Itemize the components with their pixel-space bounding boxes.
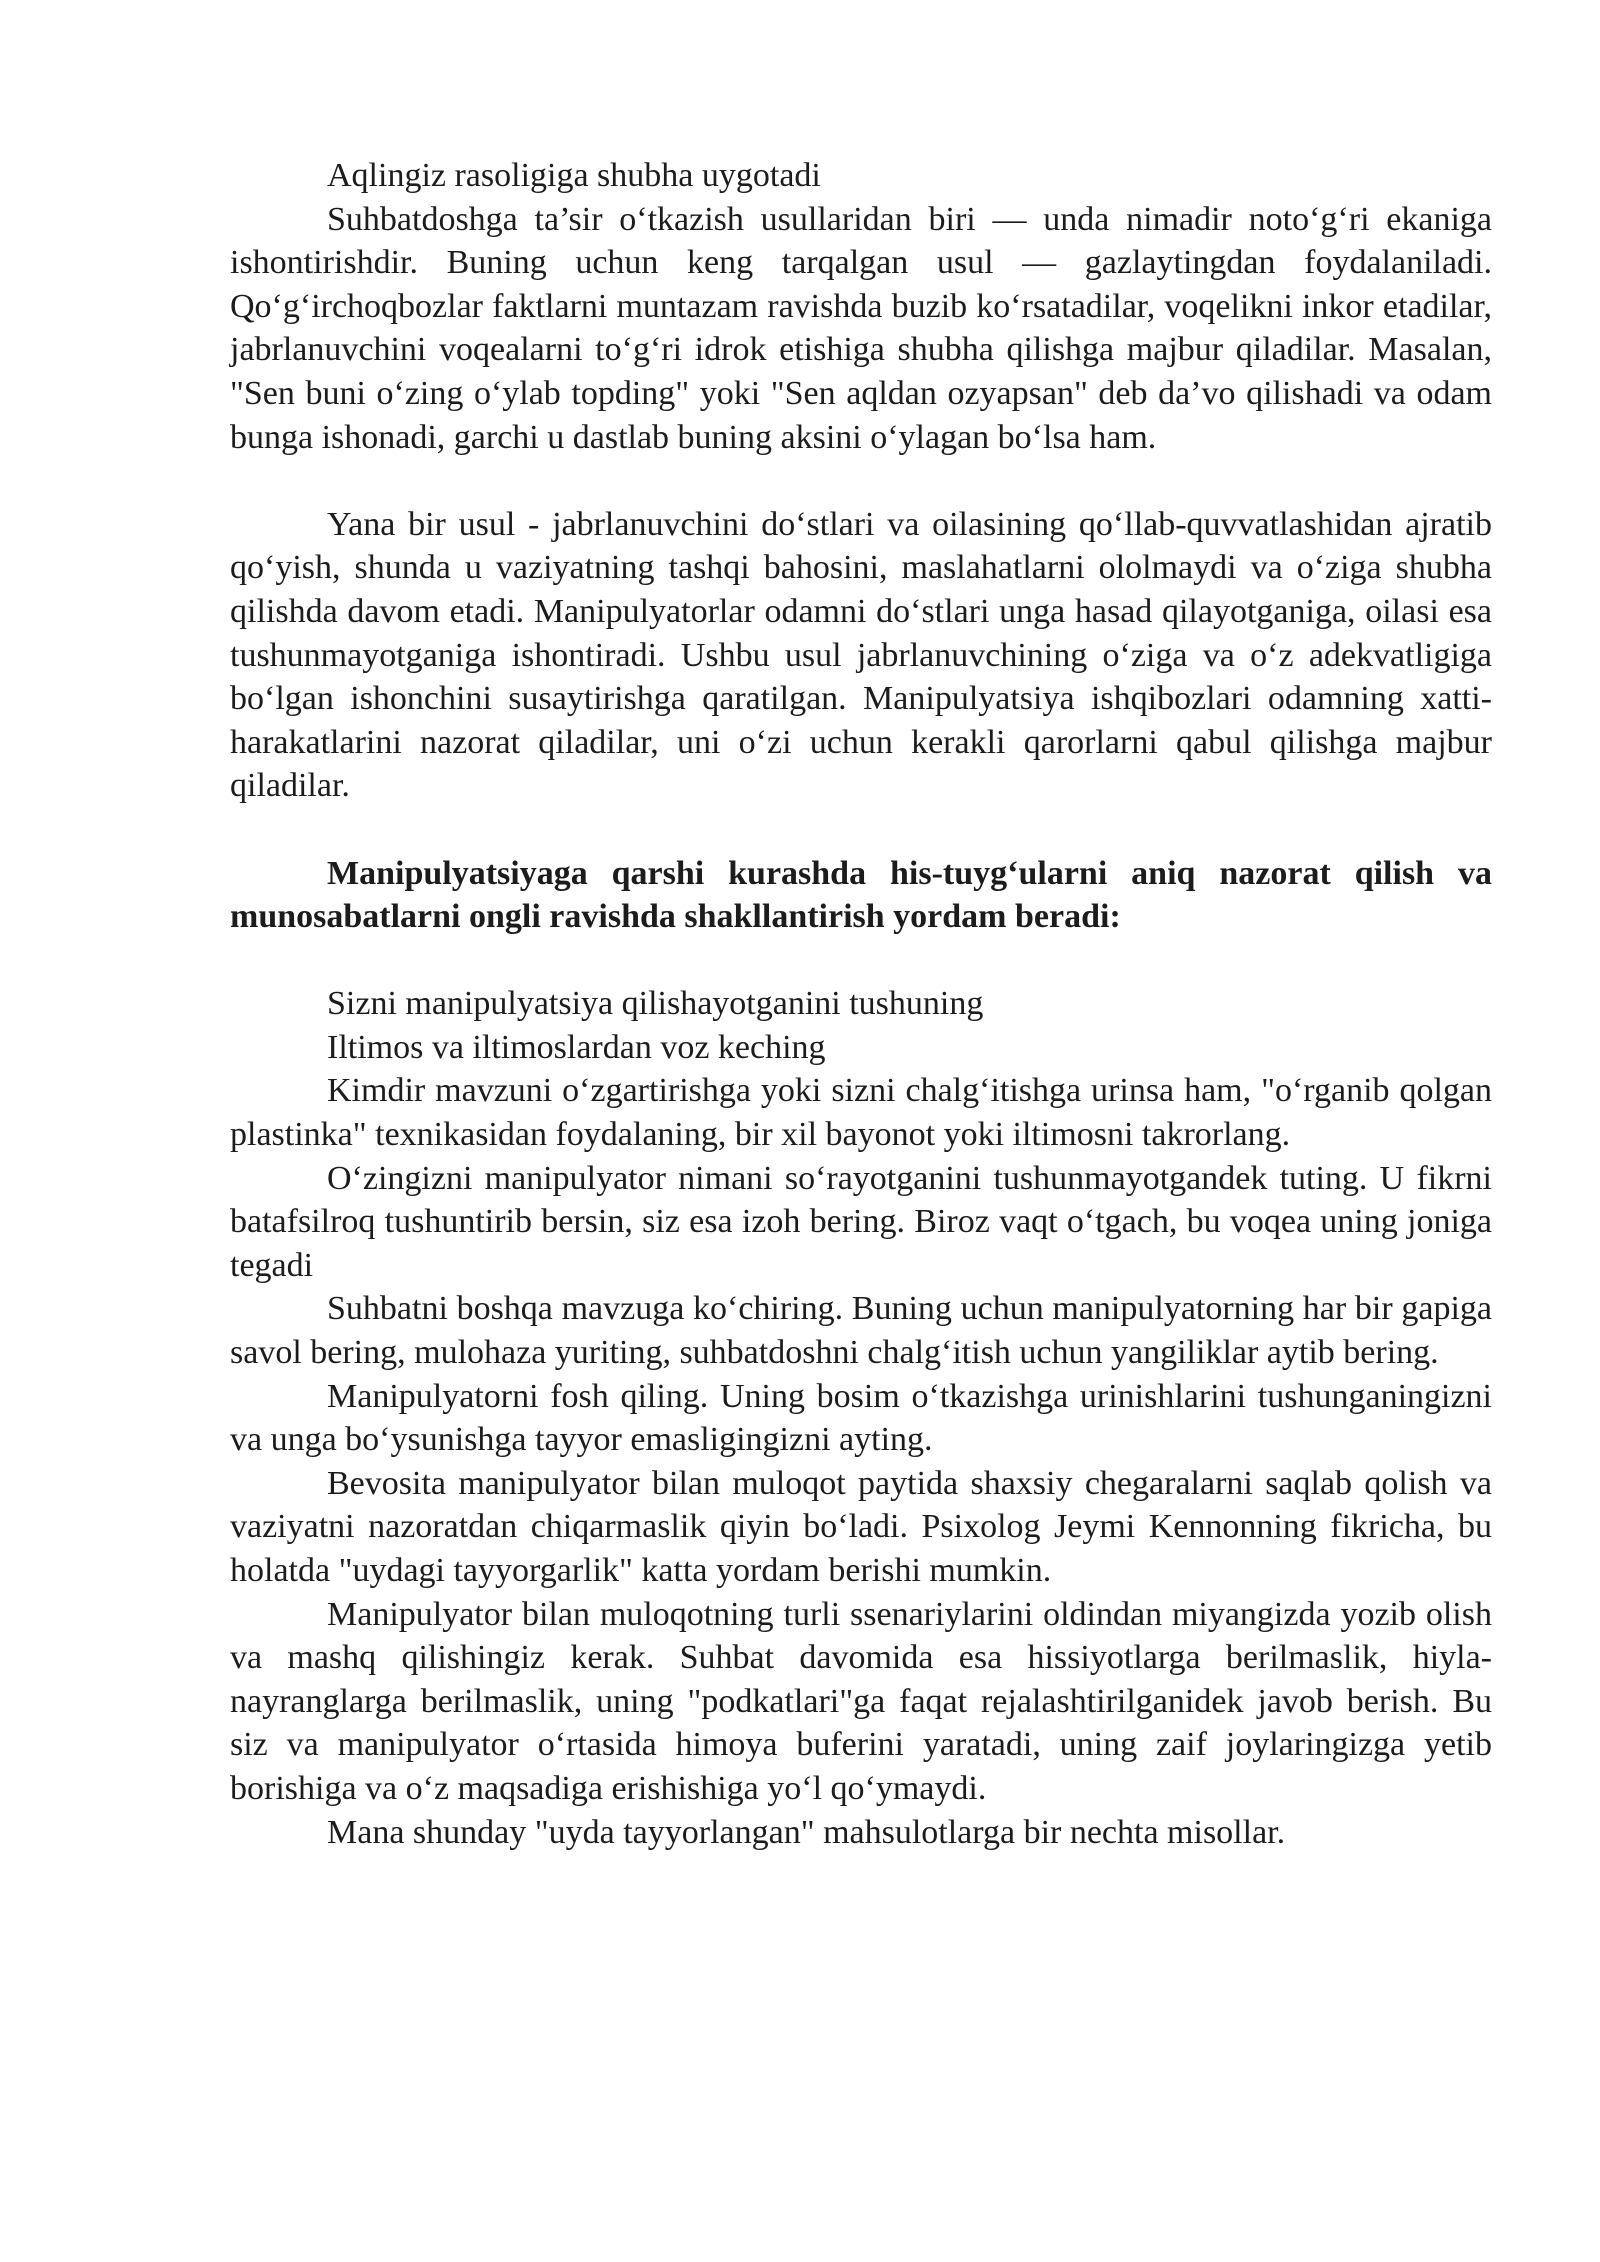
paragraph-examples-intro: Mana shunday "uyda tayyorlangan" mahsulotlarga bir nechta misollar. (327, 1813, 1286, 1851)
paragraph-rehearsal: Manipulyator bilan muloqotning turli ssenariylarini oldindan miyangizda yozib olish va mashq qilishingiz kerak. Suhbat davomida esa hissiyotlarga berilmaslik, hiyla-nayranglarga berilmaslik, uning "podkatlari"ga faqat rejalashtirilganidek javob berish. Bu siz va manipulyator o‘rtasida himoya buferini yaratadi, uning zaif joylaringizga yetib borishiga va o‘z maqsadiga erishishiga yo‘l qo‘ymaydi. (230, 1595, 1492, 1807)
paragraph-spacer (230, 939, 1492, 983)
section-heading-line: Aqlingiz rasoligiga shubha uygotadi (327, 157, 821, 194)
tip-item: Manipulyatorni fosh qiling. Uning bosim o‘tkazishga urinishlarini tushunganingizni va unga bo‘ysunishga tayyor emasligingizni ayting. (230, 1377, 1492, 1459)
paragraph-spacer (230, 808, 1492, 852)
paragraph-gaslighting: Suhbatdoshga ta’sir o‘tkazish usullaridan biri — unda nimadir noto‘g‘ri ekaniga ishontirishdir. Buning uchun keng tarqalgan usul — gazlaytingdan foydalaniladi. Qo‘g‘irchoqbozlar faktlarni muntazam ravishda buzib ko‘rsatadilar, voqelikni inkor etadilar, jabrlanuvchini voqealarni to‘g‘ri idrok etishiga shubha qilishga majbur qiladilar. Masalan, "Sen buni o‘zing o‘ylab topding" yoki "Sen aqldan ozyapsan" deb da’vo qilishadi va odam bunga ishonadi, garchi u dastlab buning aksini o‘ylagan bo‘lsa ham. (230, 200, 1492, 456)
tip-item: Suhbatni boshqa mavzuga ko‘chiring. Buning uchun manipulyatorning har bir gapiga savol bering, mulohaza yuriting, suhbatdoshni chalg‘itish uchun yangiliklar aytib bering. (230, 1290, 1492, 1372)
tip-item: Iltimos va iltimoslardan voz keching (327, 1028, 826, 1066)
paragraph-isolation: Yana bir usul - jabrlanuvchini do‘stlari va oilasining qo‘llab-quvvatlashidan ajratib qo‘yish, shunda u vaziyatning tashqi bahosini, maslahatlarni ololmaydi va o‘ziga shubha qilishda davom etadi. Manipulyatorlar odamni do‘stlari unga hasad qilayotganiga, oilasi esa tushunmayotganiga ishontiradi. Ushbu usul jabrlanuvchining o‘ziga va o‘z adekvatligiga bo‘lgan ishonchini susaytirishga qaratilgan. Manipulyatsiya ishqibozlari odamning xatti-harakatlarini nazorat qiladilar, uni o‘zi uchun kerakli qarorlarni qabul qilishga majbur qiladilar. (230, 505, 1492, 805)
tip-item: Kimdir mavzuni o‘zgartirishga yoki sizni chalg‘itishga urinsa ham, "o‘rganib qolgan plastinka" texnikasidan foydalaning, bir xil bayonot yoki iltimosni takrorlang. (230, 1072, 1492, 1154)
document-page (230, 154, 1492, 1854)
paragraph-boundaries: Bevosita manipulyator bilan muloqot paytida shaxsiy chegaralarni saqlab qolish va vaziyatni nazoratdan chiqarmaslik qiyin bo‘ladi. Psixolog Jeymi Kennonning fikricha, bu holatda "uydagi tayyorgarlik" katta yordam berishi mumkin. (230, 1464, 1492, 1589)
tip-item: Sizni manipulyatsiya qilishayotganini tushuning (327, 985, 984, 1023)
bold-heading: Manipulyatsiyaga qarshi kurashda his-tuyg‘ularni aniq nazorat qilish va munosabatlarni ongli ravishda shakllantirish yordam beradi: (230, 854, 1492, 936)
tip-item: O‘zingizni manipulyator nimani so‘rayotganini tushunmayotgandek tuting. U fikrni batafsilroq tushuntirib bersin, siz esa izoh bering. Biroz vaqt o‘tgach, bu voqea uning joniga tegadi (230, 1159, 1492, 1284)
paragraph-spacer (230, 459, 1492, 503)
